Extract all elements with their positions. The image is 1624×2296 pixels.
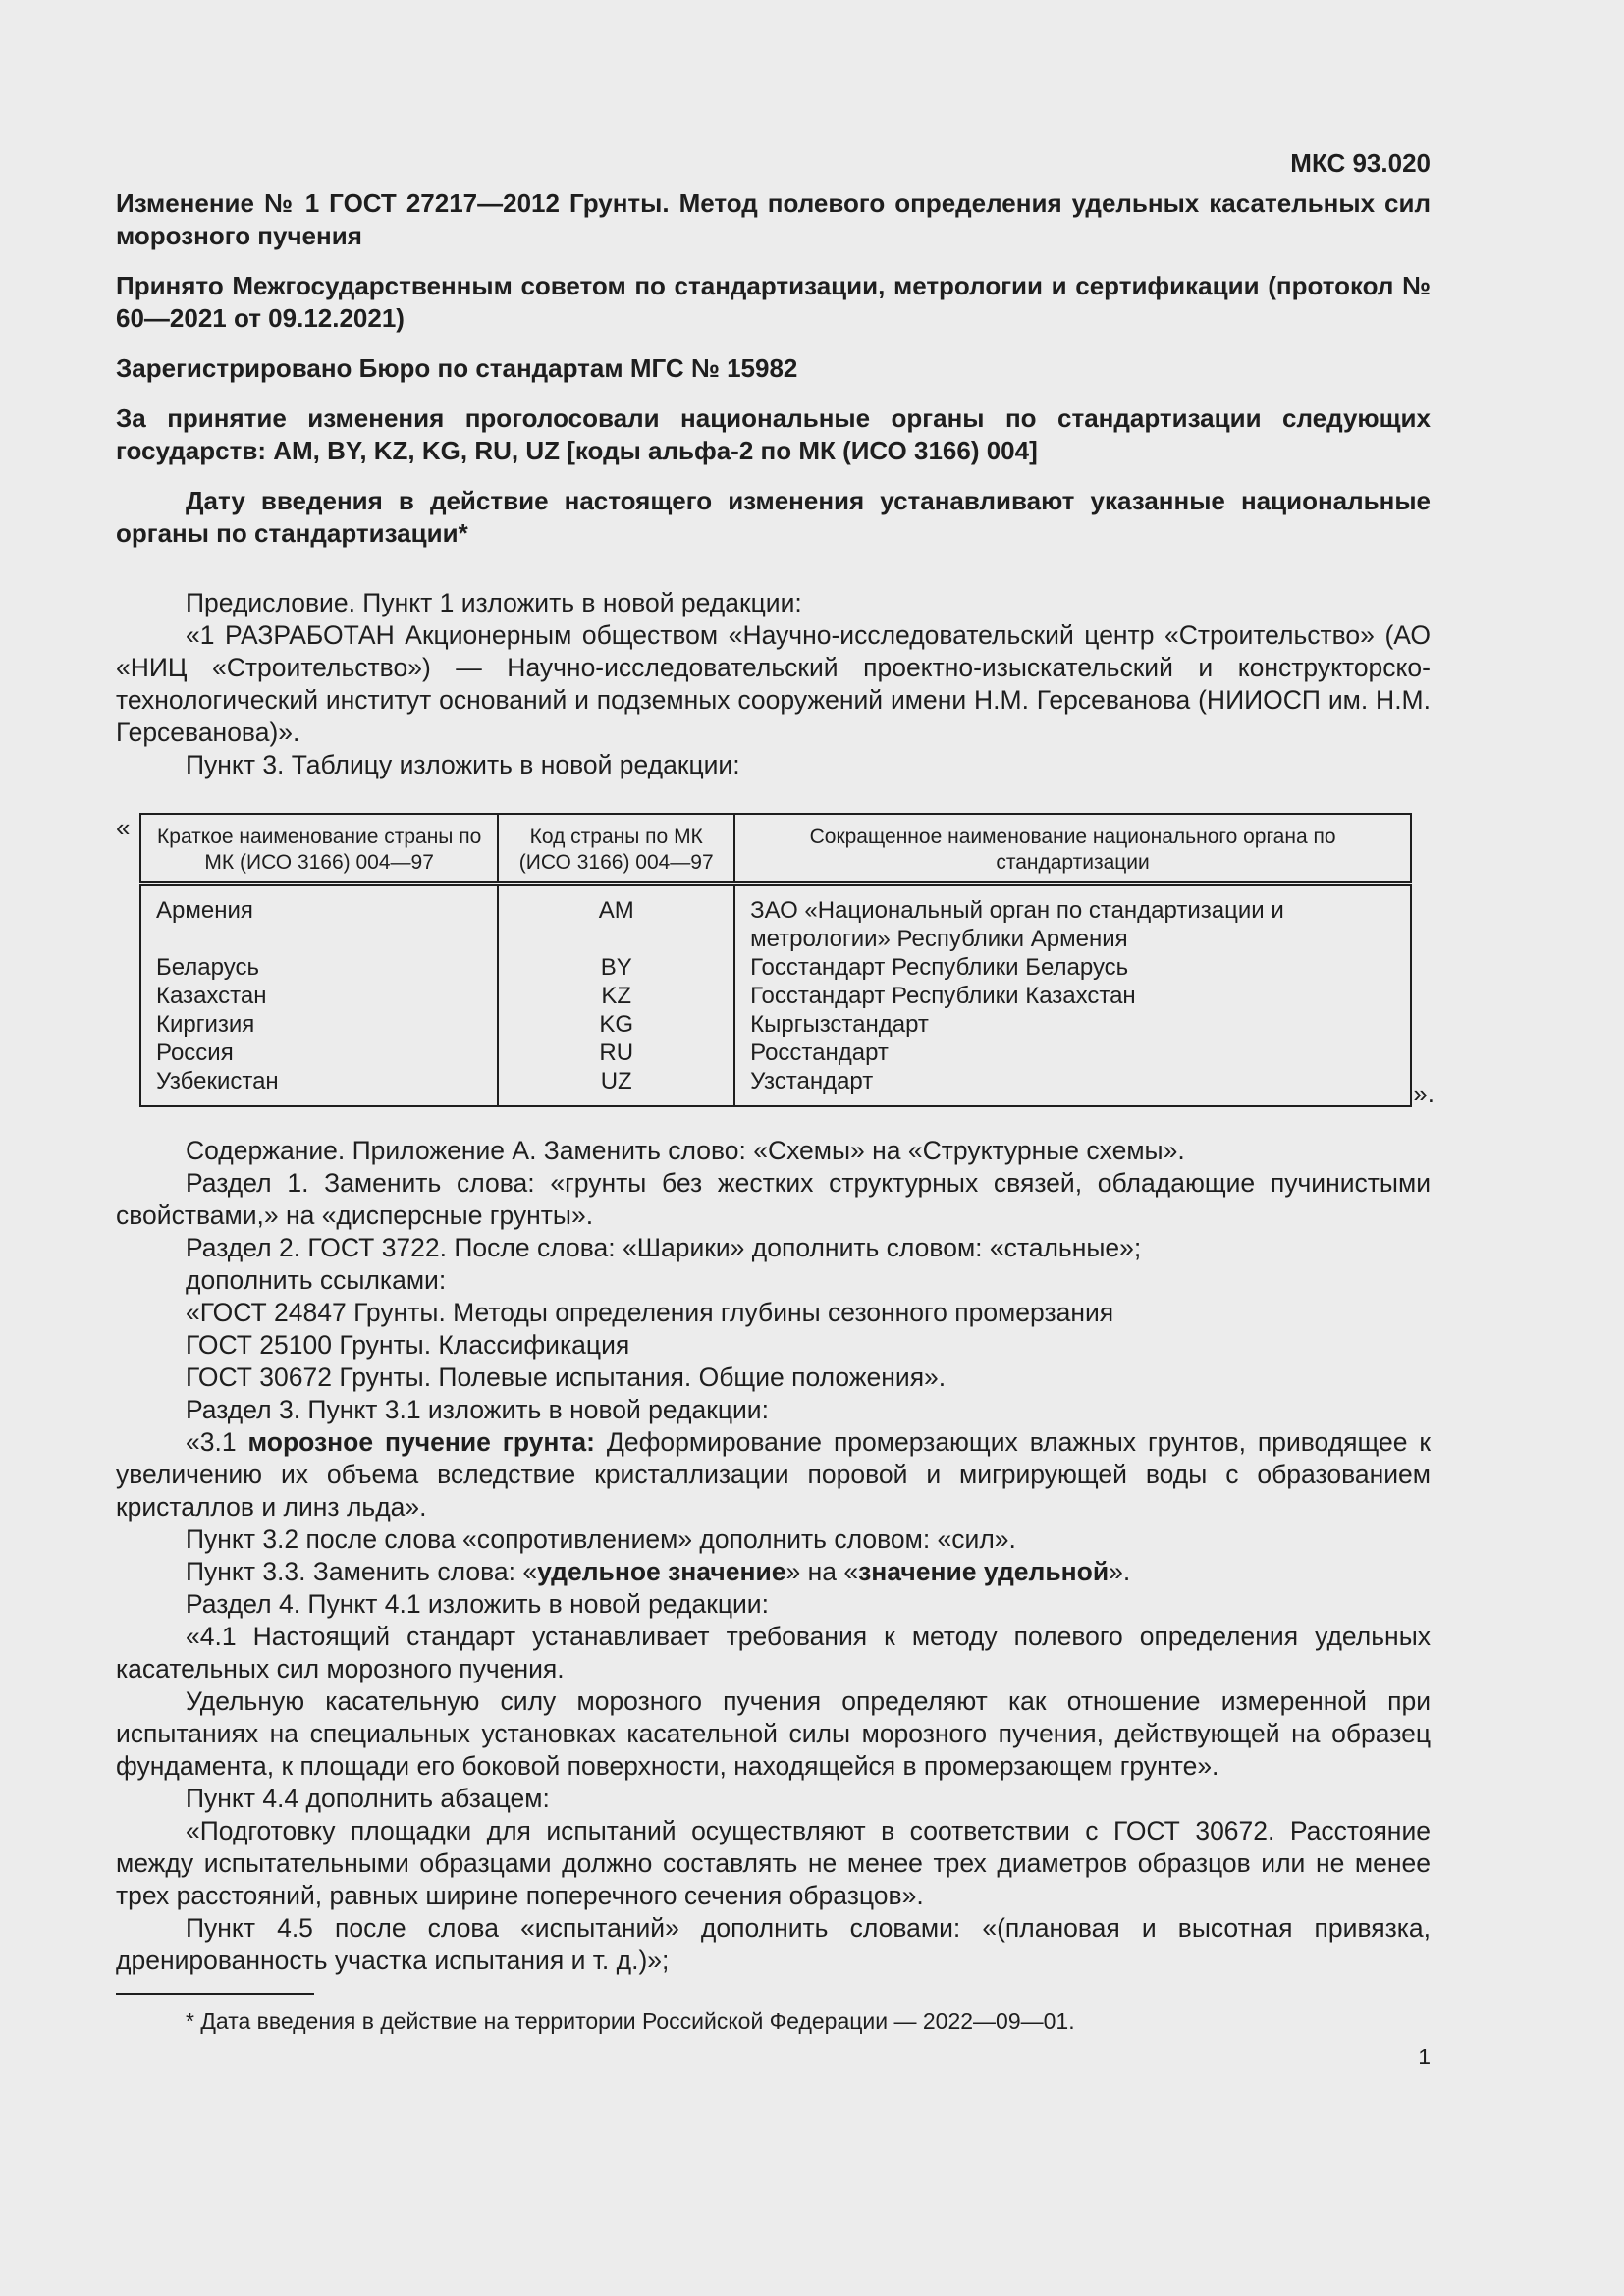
cell-body: Узстандарт — [734, 1067, 1411, 1106]
reference-gost-24847: «ГОСТ 24847 Грунты. Методы определения глубины сезонного промерзания — [186, 1298, 1114, 1327]
paragraph-foreword: Предисловие. Пункт 1 изложить в новой редакции: — [186, 588, 802, 617]
paragraph-4-5: Пункт 4.5 после слова «испытаний» дополнить словами: «(плановая и высотная привязка, дренированность участка испытания и т. д.)»; — [116, 1913, 1431, 1975]
amendment-title: Изменение № 1 ГОСТ 27217—2012 Грунты. Метод полевого определения удельных касательных сил морозного пучения — [116, 188, 1431, 250]
paragraph-4-4-text: «Подготовку площадки для испытаний осуществляют в соответствии с ГОСТ 30672. Расстояние между испытательными образцами должно составлять не менее трех диаметров образцов или не менее трех расстояний, равных ширине поперечного сечения образцов». — [116, 1816, 1431, 1910]
paragraph-4-4: Пункт 4.4 дополнить абзацем: — [186, 1784, 550, 1813]
cell-code: AM — [498, 884, 734, 954]
paragraph-section-1: Раздел 1. Заменить слова: «грунты без жестких структурных связей, обладающие пучинистыми свойствами,» на «дисперсные грунты». — [116, 1168, 1431, 1230]
paragraph-table-intro: Пункт 3. Таблицу изложить в новой редакции: — [186, 750, 740, 779]
paragraph-add-references: дополнить ссылками: — [186, 1265, 447, 1295]
page-number: 1 — [1418, 2044, 1431, 2069]
cell-body: Кыргызстандарт — [734, 1010, 1411, 1039]
paragraph-3-2: Пункт 3.2 после слова «сопротивлением» дополнить словом: «сил». — [186, 1524, 1016, 1554]
column-header-country: Краткое наименование страны по МК (ИСО 3166) 004—97 — [140, 814, 498, 884]
footnote: * Дата введения в действие на территории Российской Федерации — 2022—09—01. — [186, 2008, 1075, 2034]
cell-body: Госстандарт Республики Казахстан — [734, 982, 1411, 1010]
standards-bodies-table — [139, 813, 1412, 1107]
cell-code: KG — [498, 1010, 734, 1039]
standards-table-block — [116, 813, 1435, 1108]
cell-country: Армения — [140, 884, 498, 954]
table-close-quote: ». — [1413, 1079, 1435, 1108]
cell-body: Госстандарт Республики Беларусь — [734, 953, 1411, 982]
effective-date-statement: Дату введения в действие настоящего изменения устанавливают указанные национальные органы по стандартизации* — [116, 486, 1431, 548]
cell-country: Узбекистан — [140, 1067, 498, 1106]
definition-number: «3.1 — [186, 1427, 248, 1457]
table-row — [140, 953, 1411, 982]
paragraph-definition-3-1 — [116, 1426, 1431, 1523]
cell-code: BY — [498, 953, 734, 982]
cell-code: UZ — [498, 1067, 734, 1106]
table-open-quote: « — [116, 813, 131, 842]
column-header-code: Код страны по МК (ИСО 3166) 004—97 — [498, 814, 734, 884]
paragraph-3-3 — [116, 1556, 1431, 1588]
paragraph-section-3: Раздел 3. Пункт 3.1 изложить в новой редакции: — [186, 1395, 769, 1424]
text-fragment: » на « — [785, 1557, 859, 1586]
mks-code: МКС 93.020 — [1290, 148, 1431, 178]
footnote-divider — [116, 1993, 314, 1995]
definition-term: морозное пучение грунта: — [247, 1427, 595, 1457]
table-row — [140, 1010, 1411, 1039]
paragraph-developer: «1 РАЗРАБОТАН Акционерным обществом «Научно-исследовательский центр «Строительство» (АО «НИЦ «Строительство») — Научно-исследовательский проектно-изыскательский и конструкторско-технологический институт оснований и подземных сооружений имени Н.М. Герсеванова (НИИОСП им. Н.М. Герсеванова)». — [116, 620, 1431, 747]
cell-code: RU — [498, 1039, 734, 1067]
table-row — [140, 1067, 1411, 1106]
term-new: значение удельной — [858, 1557, 1110, 1586]
table-row — [140, 982, 1411, 1010]
paragraph-contents: Содержание. Приложение А. Заменить слово: «Схемы» на «Структурные схемы». — [186, 1136, 1185, 1165]
paragraph-section-2: Раздел 2. ГОСТ 3722. После слова: «Шарики» дополнить словом: «стальные»; — [186, 1233, 1142, 1262]
reference-gost-25100: ГОСТ 25100 Грунты. Классификация — [186, 1330, 630, 1360]
reference-gost-30672: ГОСТ 30672 Грунты. Полевые испытания. Общие положения». — [186, 1362, 947, 1392]
table-header-row — [140, 814, 1411, 884]
registration-statement: Зарегистрировано Бюро по стандартам МГС № 15982 — [116, 353, 798, 383]
paragraph-4-1: «4.1 Настоящий стандарт устанавливает требования к методу полевого определения удельных касательных сил морозного пучения. — [116, 1622, 1431, 1683]
text-fragment: Пункт 3.3. Заменить слова: « — [186, 1557, 538, 1586]
paragraph-section-4: Раздел 4. Пункт 4.1 изложить в новой редакции: — [186, 1589, 769, 1619]
column-header-body: Сокращенное наименование национального органа по стандартизации — [734, 814, 1411, 884]
voting-statement: За принятие изменения проголосовали национальные органы по стандартизации следующих государств: AM, BY, KZ, KG, RU, UZ [коды альфа-2 по МК (ИСО 3166) 004] — [116, 403, 1431, 465]
cell-body: Росстандарт — [734, 1039, 1411, 1067]
cell-country: Киргизия — [140, 1010, 498, 1039]
cell-body: ЗАО «Национальный орган по стандартизации и метрологии» Республики Армения — [734, 884, 1411, 954]
cell-country: Казахстан — [140, 982, 498, 1010]
cell-code: KZ — [498, 982, 734, 1010]
text-fragment: ». — [1109, 1557, 1131, 1586]
table-row — [140, 1039, 1411, 1067]
table-row — [140, 884, 1411, 954]
cell-country: Россия — [140, 1039, 498, 1067]
term-old: удельное значение — [537, 1557, 786, 1586]
paragraph-4-1-cont: Удельную касательную силу морозного пучения определяют как отношение измеренной при испытаниях на специальных установках касательной силы морозного пучения, действующей на образец фундамента, к площади его боковой поверхности, находящейся в промерзающем грунте». — [116, 1686, 1431, 1781]
cell-country: Беларусь — [140, 953, 498, 982]
definition-text: Деформирование промерзающих влажных грунтов, приводящее к увеличению их объема вследствие кристаллизации поровой и мигрирующей воды с образованием кристаллов и линз льда». — [116, 1427, 1431, 1522]
adopted-statement: Принято Межгосударственным советом по стандартизации, метрологии и сертификации (протокол № 60—2021 от 09.12.2021) — [116, 271, 1431, 333]
